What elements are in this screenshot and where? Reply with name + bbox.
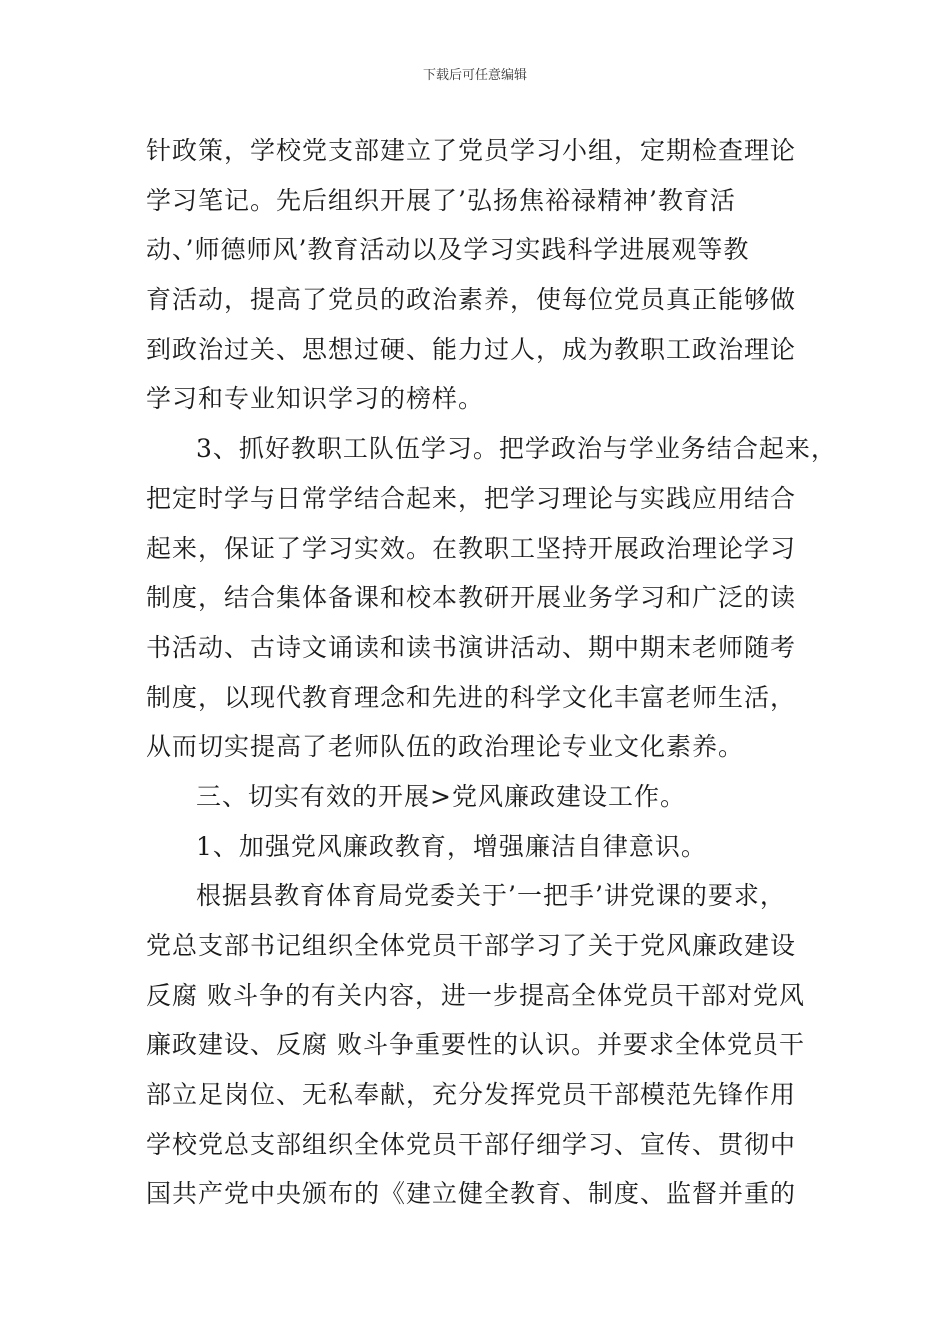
text-line: 制度，结合集体备课和校本教研开展业务学习和广泛的读 [146, 583, 797, 613]
text-line: 书活动、古诗文诵读和读书演讲活动、期中期末老师随考 [146, 632, 797, 662]
text-line: 反腐 败斗争的有关内容，进一步提高全体党员干部对党风 [146, 980, 805, 1010]
document-body [146, 126, 837, 1219]
text-line: 学校党总支部组织全体党员干部仔细学习、宣传、贯彻中 [146, 1129, 797, 1159]
subsection-heading: 1、加强党风廉政教育，增强廉洁自律意识。 [196, 831, 707, 861]
text-line: 到政治过关、思想过硬、能力过人，成为教职工政治理论 [146, 334, 797, 364]
text-line: 廉政建设、反腐 败斗争重要性的认识。并要求全体党员干 [146, 1030, 805, 1060]
section-heading: 三、切实有效的开展>党风廉政建设工作。 [196, 781, 686, 811]
text-line: 3、抓好教职工队伍学习。把学政治与学业务结合起来， [196, 434, 837, 464]
page-header: 下载后可任意编辑 [422, 68, 527, 83]
text-line: 国共产党中央颁布的《建立健全教育、制度、监督并重的 [146, 1179, 797, 1209]
text-line: 起来，保证了学习实效。在教职工坚持开展政治理论学习 [146, 533, 797, 563]
text-line: 动、’师德师风’教育活动以及学习实践科学进展观等教 [146, 235, 750, 265]
text-line: 党总支部书记组织全体党员干部学习了关于党风廉政建设 [146, 931, 797, 960]
text-line: 把定时学与日常学结合起来，把学习理论与实践应用结合 [146, 483, 797, 513]
text-line: 从而切实提高了老师队伍的政治理论专业文化素养。 [146, 732, 745, 762]
text-line: 学习和专业知识学习的榜样。 [146, 384, 485, 414]
text-line: 育活动，提高了党员的政治素养，使每位党员真正能够做 [146, 285, 797, 315]
text-line: 制度，以现代教育理念和先进的科学文化丰富老师生活， [146, 682, 797, 712]
text-line: 部立足岗位、无私奉献，充分发挥党员干部模范先锋作用 [146, 1080, 797, 1110]
text-line: 根据县教育体育局党委关于’一把手’讲党课的要求， [196, 881, 786, 911]
text-line: 针政策，学校党支部建立了党员学习小组，定期检查理论 [146, 136, 797, 165]
text-line: 学习笔记。先后组织开展了’弘扬焦裕禄精神’教育活 [146, 185, 736, 215]
